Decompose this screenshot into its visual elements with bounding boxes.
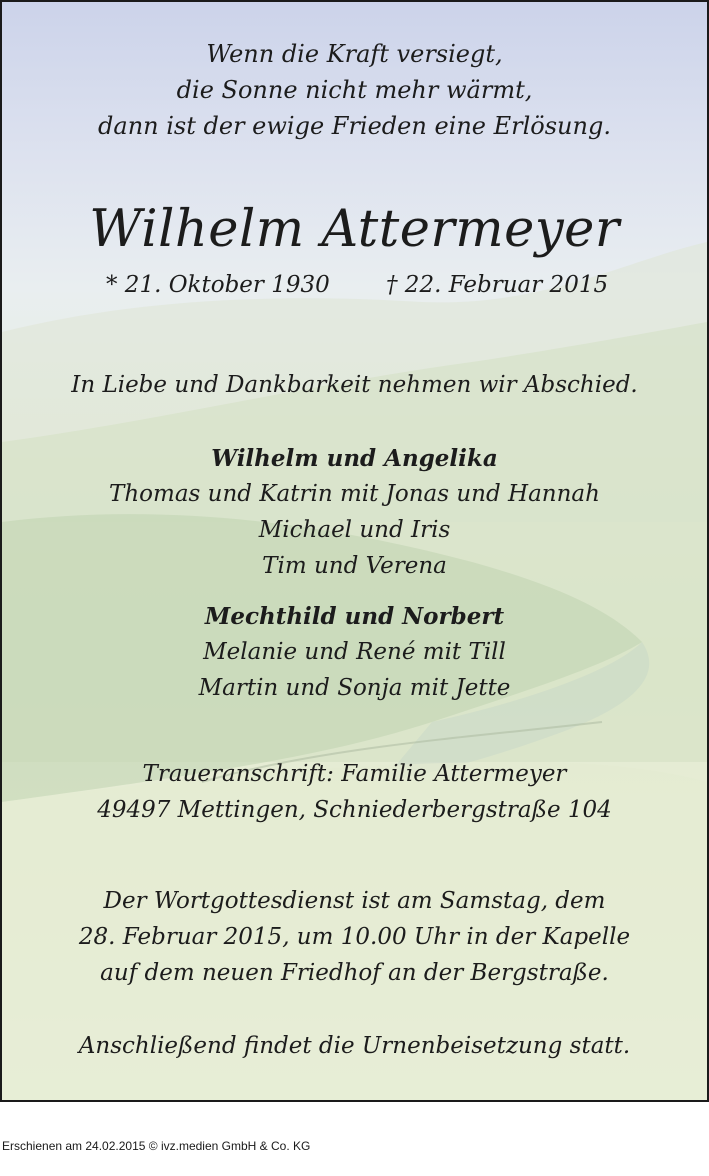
- verse-line-2: die Sonne nicht mehr wärmt,: [176, 76, 533, 104]
- family-head-1: Wilhelm und Angelika: [211, 445, 498, 472]
- service-line-3: auf dem neuen Friedhof an der Bergstraße.: [100, 960, 609, 986]
- deceased-name: Wilhelm Attermeyer: [89, 200, 620, 259]
- verse-line-1: Wenn die Kraft versiegt,: [206, 40, 503, 68]
- publication-footer: Erschienen am 24.02.2015 © ivz.medien GmbH & Co. KG: [2, 1139, 311, 1153]
- address-line-1: Traueranschrift: Familie Attermeyer: [142, 761, 567, 787]
- verse-line-3: dann ist der ewige Frieden eine Erlösung.: [98, 112, 611, 140]
- service-line-2: 28. Februar 2015, um 10.00 Uhr in der Kapelle: [78, 924, 631, 950]
- death-date: † 22. Februar 2015: [386, 272, 609, 298]
- family-member: Thomas und Katrin mit Jonas und Hannah: [109, 481, 600, 507]
- burial-text: Anschließend findet die Urnenbeisetzung statt.: [78, 1033, 631, 1059]
- birth-date: * 21. Oktober 1930: [106, 272, 330, 298]
- family-member: Tim und Verena: [262, 553, 447, 579]
- family-member: Michael und Iris: [258, 517, 451, 543]
- family-member: Martin und Sonja mit Jette: [198, 675, 511, 701]
- family-member: Melanie und René mit Till: [203, 639, 506, 665]
- farewell-text: In Liebe und Dankbarkeit nehmen wir Abschied.: [71, 372, 638, 398]
- address-line-2: 49497 Mettingen, Schniederbergstraße 104: [97, 797, 612, 823]
- family-head-2: Mechthild und Norbert: [204, 603, 505, 630]
- service-line-1: Der Wortgottesdienst ist am Samstag, dem: [103, 888, 606, 914]
